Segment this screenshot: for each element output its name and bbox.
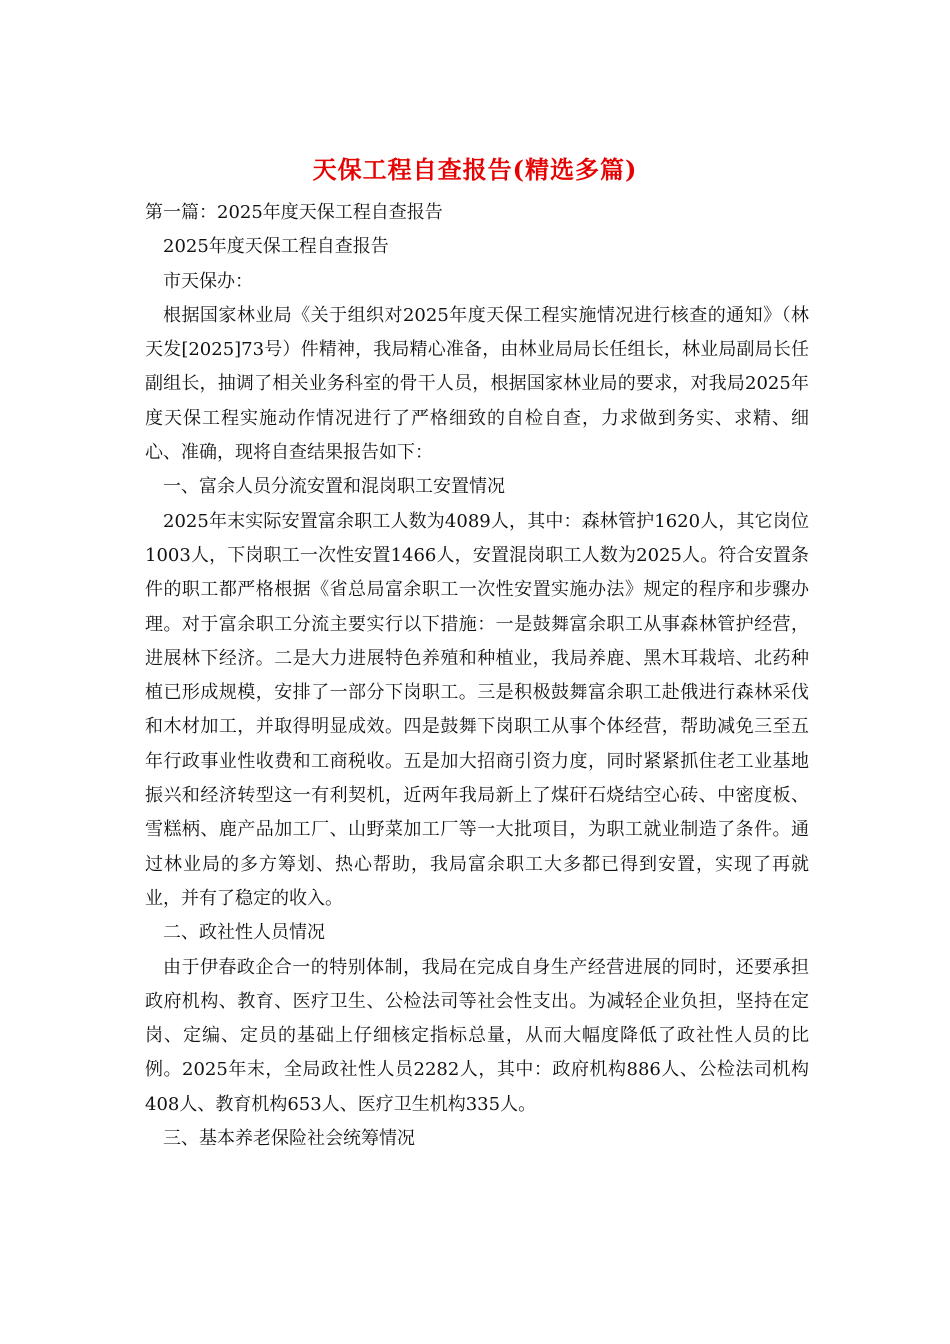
addressee: 市天保办： xyxy=(163,270,253,292)
section-heading-2: 二、政社性人员情况 xyxy=(163,922,325,944)
intro-paragraph: 根据国家林业局《关于组织对2025年度天保工程实施情况进行核查的通知》（林天发[2025]73号）件精神，我局精心准备，由林业局局长任组长，林业局副局长任副组长，抽调了相关业务科室的骨干人员，根据国家林业局的要求，对我局2025年度天保工程实施动作情况进行了严格细致的自检自查，力求做到务实、求精、细心、准确，现将自查结果报告如下： xyxy=(145,304,809,464)
section-paragraph-2: 由于伊春政企合一的特别体制，我局在完成自身生产经营进展的同时，还要承担政府机构、教育、医疗卫生、公检法司等社会性支出。为减轻企业负担，坚持在定岗、定编、定员的基础上仔细核定指标总量，从而大幅度降低了政社性人员的比例。2025年末，全局政社性人员2282人，其中：政府机构886人、公检法司机构408人、教育机构653人、医疗卫生机构335人。 xyxy=(145,956,809,1115)
document-title: 天保工程自查报告(精选多篇) xyxy=(312,155,638,184)
document-body xyxy=(145,196,809,1156)
report-title-line: 2025年度天保工程自查报告 xyxy=(163,236,389,258)
section-heading-3: 三、基本养老保险社会统筹情况 xyxy=(163,1128,415,1150)
section-heading-1: 一、富余人员分流安置和混岗职工安置情况 xyxy=(163,476,505,498)
chapter-heading: 第一篇：2025年度天保工程自查报告 xyxy=(145,202,443,223)
section-paragraph-1: 2025年末实际安置富余职工人数为4089人，其中：森林管护1620人，其它岗位1003人，下岗职工一次性安置1466人，安置混岗职工人数为2025人。符合安置条件的职工都严格根据《省总局富余职工一次性安置实施办法》规定的程序和步骤办理。对于富余职工分流主要实行以下措施：一是鼓舞富余职工从事森林管护经营，进展林下经济。二是大力进展特色养殖和种植业，我局养鹿、黑木耳栽培、北药种植已形成规模，安排了一部分下岗职工。三是积极鼓舞富余职工赴俄进行森林采伐和木材加工，并取得明显成效。四是鼓舞下岗职工从事个体经营，帮助减免三至五年行政事业性收费和工商税收。五是加大招商引资力度，同时紧紧抓住老工业基地振兴和经济转型这一有利契机，近两年我局新上了煤矸石烧结空心砖、中密度板、雪糕柄、鹿产品加工厂、山野菜加工厂等一大批项目，为职工就业制造了条件。通过林业局的多方筹划、热心帮助，我局富余职工大多都已得到安置，实现了再就业，并有了稳定的收入。 xyxy=(145,510,809,909)
